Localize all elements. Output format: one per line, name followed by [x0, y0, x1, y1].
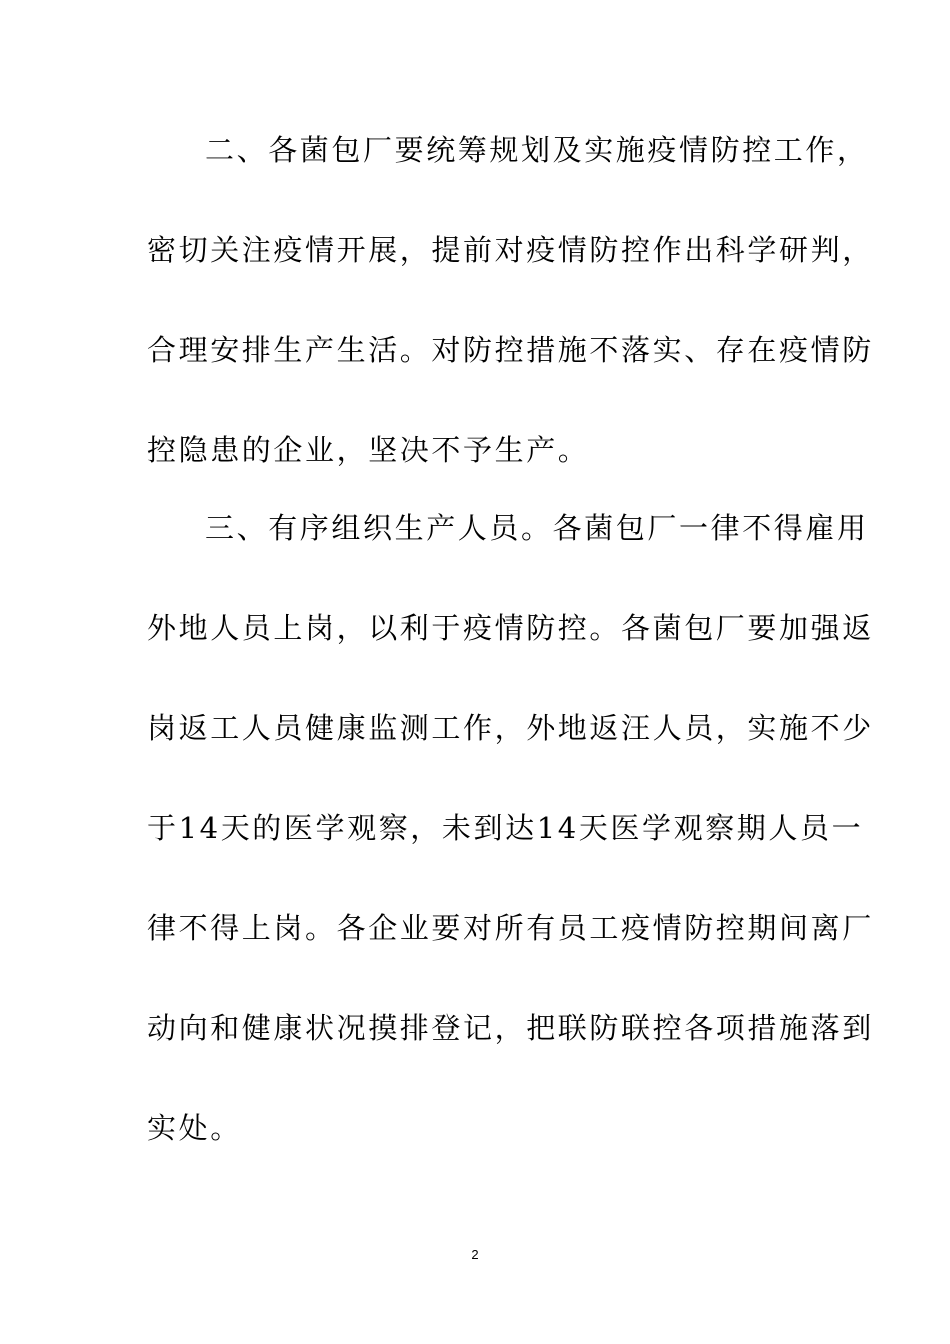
paragraph-3-line-2: 外地人员上岗，以利于疫情防控。各菌包厂要加强返 [147, 611, 874, 645]
paragraph-3-line-1: 三、有序组织生产人员。各菌包厂一律不得雇用 [205, 511, 869, 545]
paragraph-2-line-2: 密切关注疫情开展，提前对疫情防控作出科学研判， [147, 233, 874, 267]
paragraph-3-line-4: 于14天的医学观察，未到达14天医学观察期人员一 [147, 811, 864, 845]
page-number: 2 [471, 1247, 479, 1262]
paragraph-3-line-5: 律不得上岗。各企业要对所有员工疫情防控期间离厂 [147, 911, 874, 945]
paragraph-3-line-7: 实处。 [147, 1111, 242, 1145]
paragraph-2-line-3: 合理安排生产生活。对防控措施不落实、存在疫情防 [147, 333, 874, 367]
paragraph-2-line-4: 控隐患的企业，坚决不予生产。 [147, 433, 590, 467]
paragraph-2-line-1: 二、各菌包厂要统筹规划及实施疫情防控工作， [205, 133, 869, 167]
paragraph-3-line-3: 岗返工人员健康监测工作，外地返汪人员，实施不少 [147, 711, 874, 745]
paragraph-3-line-6: 动向和健康状况摸排登记，把联防联控各项措施落到 [147, 1011, 874, 1045]
